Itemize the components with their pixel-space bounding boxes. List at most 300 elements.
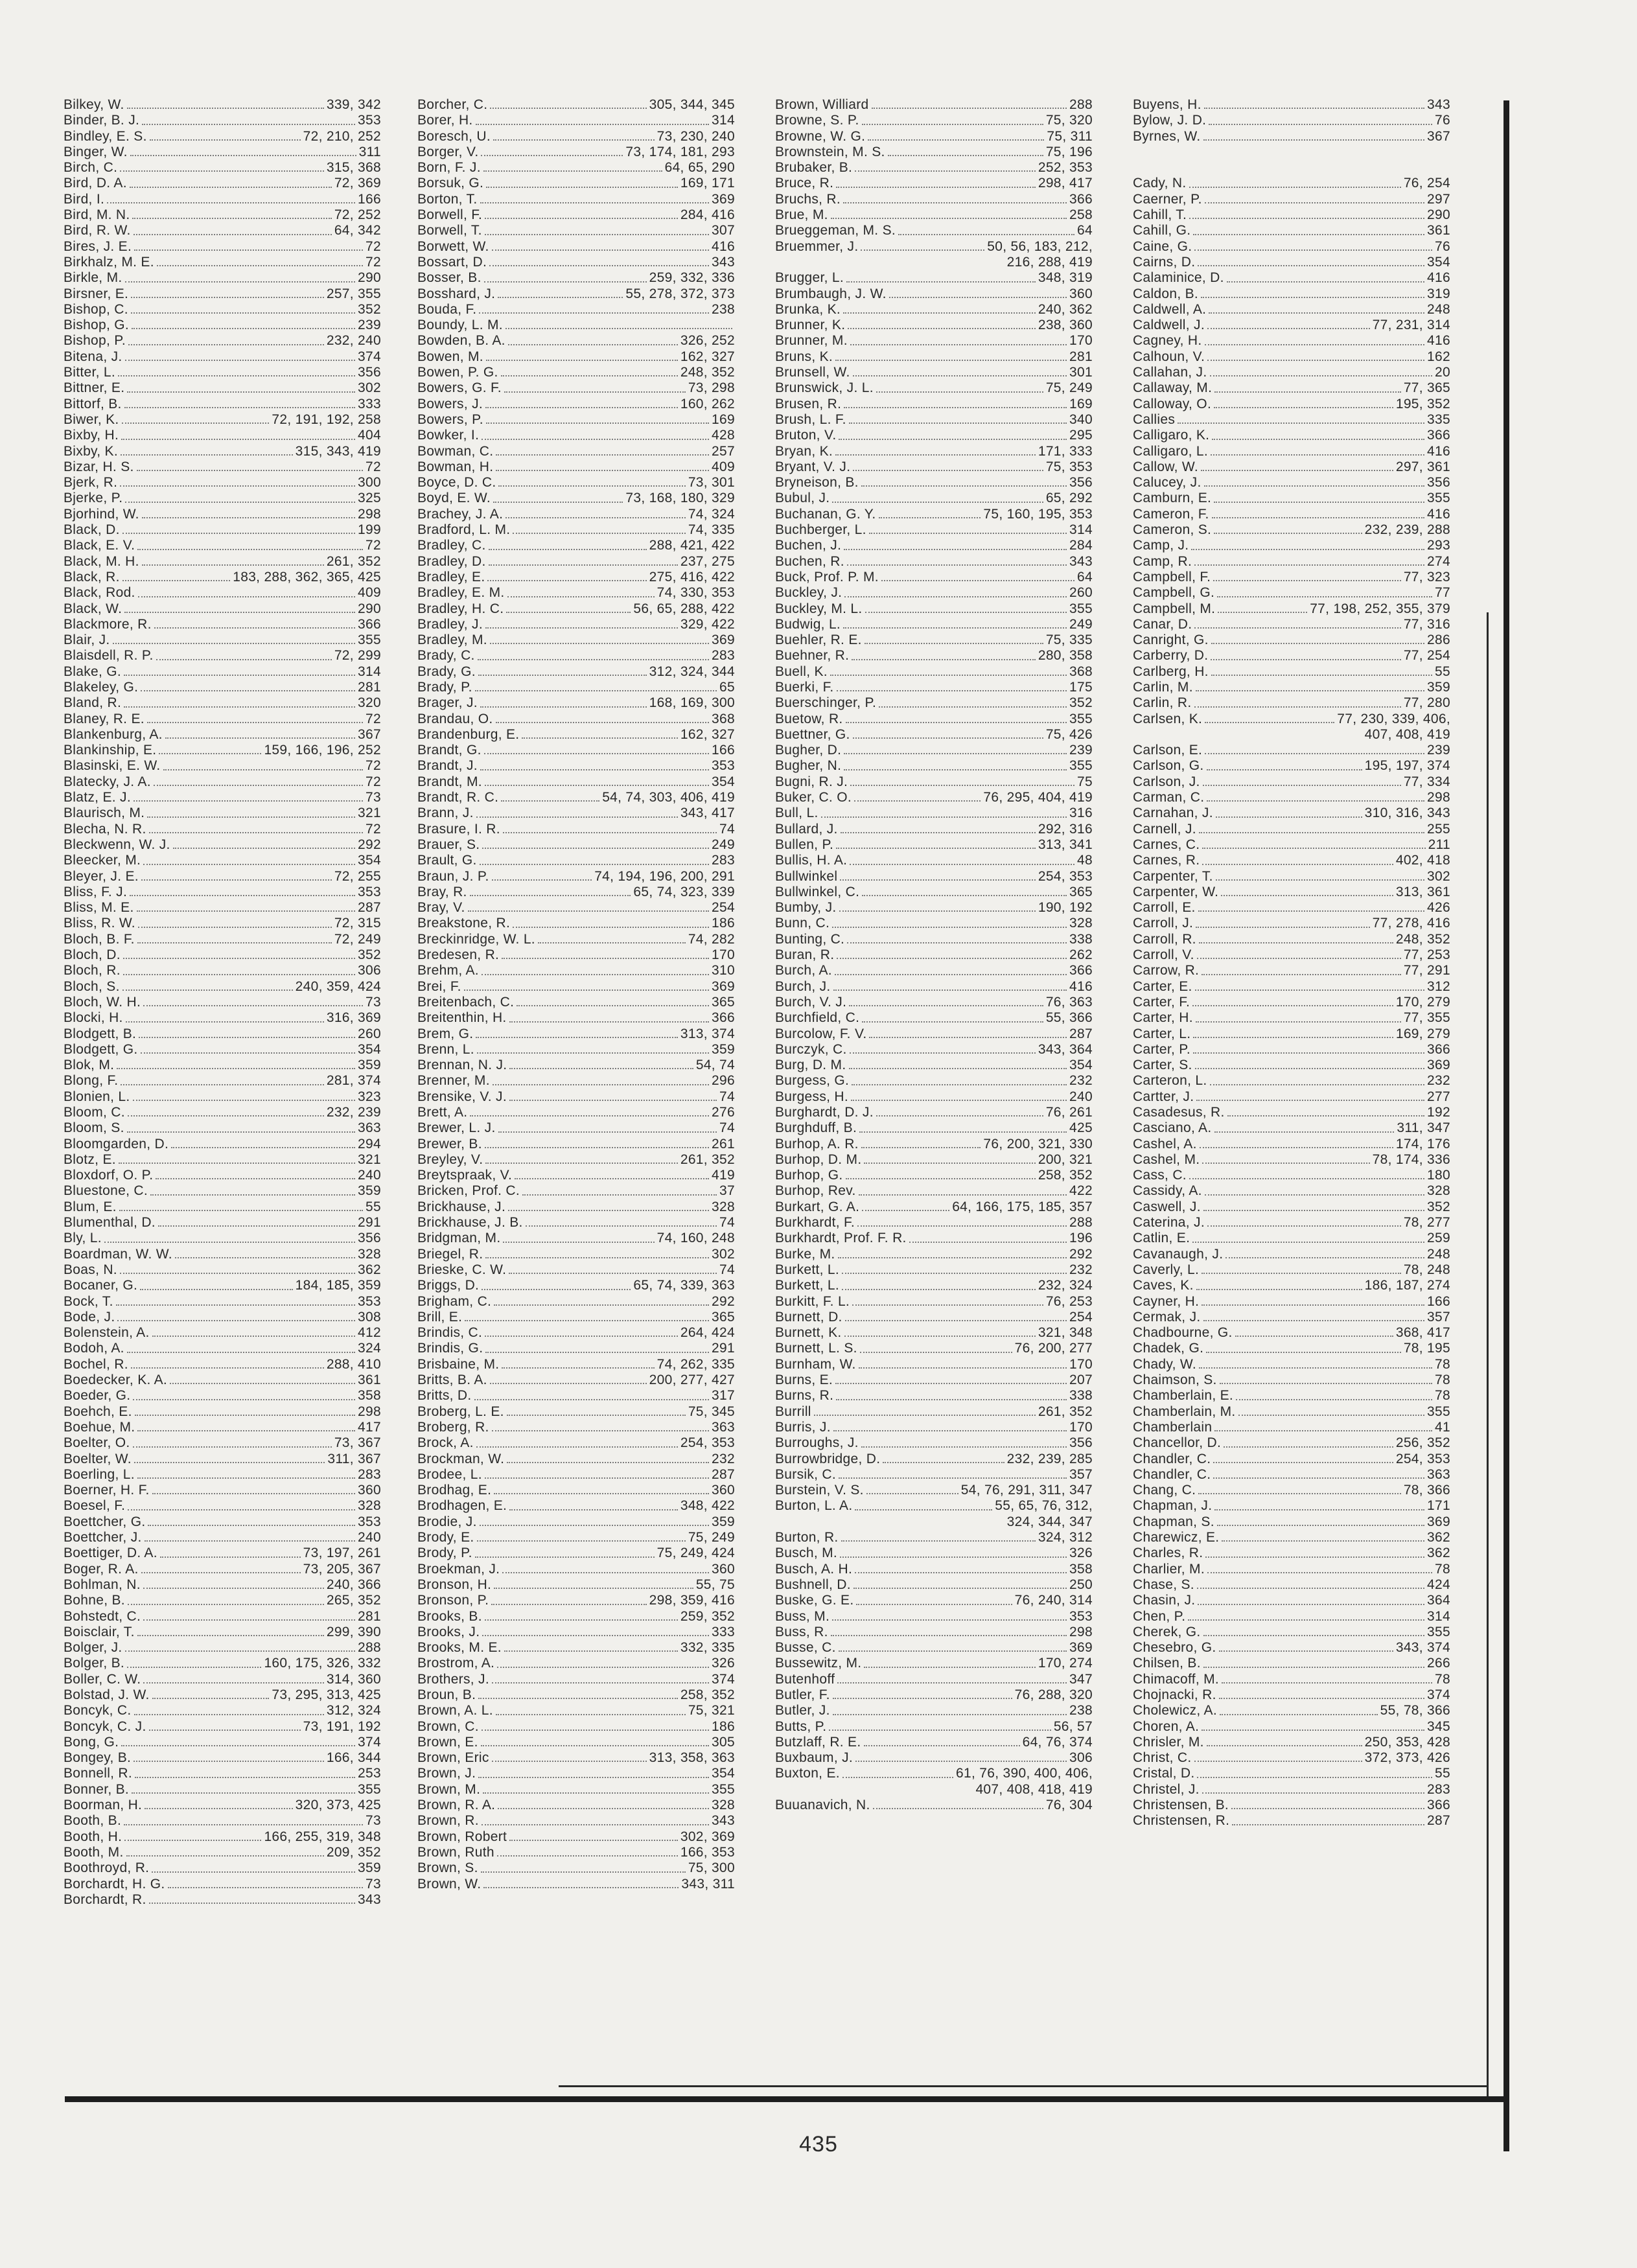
- entry-name: Bly, L.: [64, 1231, 102, 1246]
- entry-pages: 257: [712, 443, 735, 459]
- leader-dots: [127, 391, 355, 393]
- index-entry: [1133, 680, 1450, 695]
- entry-pages: 347: [1069, 1671, 1093, 1687]
- entry-pages: 72, 315: [334, 916, 381, 931]
- leader-dots: [1227, 281, 1424, 283]
- index-entry: [417, 727, 735, 743]
- entry-name: Buell, K.: [775, 664, 828, 679]
- leader-dots: [137, 910, 355, 912]
- entry-pages: 321, 348: [1038, 1325, 1093, 1341]
- leader-dots: [132, 328, 355, 329]
- leader-dots: [143, 864, 355, 865]
- index-column-1: [64, 97, 381, 1908]
- entry-pages: 37: [719, 1183, 735, 1199]
- entry-pages: 186: [712, 916, 735, 931]
- entry-name: Brodie, J.: [417, 1514, 477, 1529]
- entry-pages: 298: [358, 506, 381, 522]
- index-entry: [1133, 570, 1450, 585]
- index-entry: [775, 1514, 1093, 1530]
- index-entry: [1133, 837, 1450, 853]
- index-entry: [417, 585, 735, 601]
- entry-name: Bray, R.: [417, 884, 467, 899]
- leader-dots: [833, 1430, 1067, 1431]
- entry-pages: 74, 330, 353: [656, 585, 735, 601]
- entry-name: Bruton, V.: [775, 428, 837, 443]
- entry-name: Burhop, G.: [775, 1168, 843, 1183]
- index-entry: [775, 97, 1093, 113]
- entry-pages: 354: [358, 1041, 381, 1057]
- index-entry: [775, 223, 1093, 238]
- leader-dots: [138, 596, 355, 597]
- leader-dots: [1195, 989, 1424, 991]
- entry-pages: 72, 299: [334, 648, 381, 664]
- entry-name: Bjerke, P.: [64, 491, 123, 506]
- index-entry: [417, 160, 735, 176]
- entry-pages: 359: [358, 1058, 381, 1073]
- index-entry: [64, 1829, 381, 1845]
- leader-dots: [1205, 202, 1424, 203]
- entry-name: Calligaro, K.: [1133, 428, 1210, 443]
- index-entry: [775, 1735, 1093, 1750]
- entry-name: Britts, D.: [417, 1388, 472, 1404]
- index-entry: [417, 1467, 735, 1483]
- leader-dots: [859, 1194, 1067, 1196]
- entry-pages: 166: [358, 191, 381, 207]
- entry-pages: 239: [1427, 743, 1450, 758]
- index-entry: [417, 1514, 735, 1530]
- index-entry: [1133, 538, 1450, 553]
- leader-dots: [104, 1242, 355, 1243]
- leader-dots: [1202, 1304, 1424, 1306]
- leader-dots: [1178, 422, 1424, 424]
- leader-dots: [1213, 1462, 1393, 1463]
- entry-name: Booth, H.: [64, 1829, 122, 1844]
- entry-name: Briggs, D.: [417, 1278, 480, 1293]
- entry-name: Buerki, F.: [775, 679, 834, 695]
- leader-dots: [134, 1761, 324, 1762]
- leader-dots: [509, 1509, 678, 1510]
- entry-name: Cass, C.: [1133, 1168, 1187, 1183]
- page-number: 435: [799, 2132, 838, 2157]
- entry-pages: 288, 421, 422: [649, 538, 735, 553]
- leader-dots: [1214, 391, 1401, 393]
- entry-pages: 355: [1069, 758, 1093, 774]
- index-entry: [417, 1593, 735, 1608]
- leader-dots: [1211, 659, 1400, 660]
- entry-pages: 366: [1069, 191, 1093, 207]
- index-entry: [64, 522, 381, 538]
- entry-pages: 312: [1427, 978, 1450, 994]
- entry-pages: 416: [1427, 443, 1450, 459]
- entry-name: Brothers, J.: [417, 1671, 489, 1687]
- entry-pages: 77, 334: [1403, 774, 1450, 789]
- index-entry: [64, 365, 381, 380]
- index-entry: [1133, 554, 1450, 570]
- index-entry: [64, 1199, 381, 1215]
- leader-dots: [137, 549, 363, 550]
- entry-pages: 365: [712, 1309, 735, 1325]
- leader-dots: [496, 454, 709, 456]
- entry-pages: 261, 352: [680, 1151, 735, 1167]
- entry-pages: 166, 255, 319, 348: [264, 1829, 381, 1844]
- entry-pages: 240: [358, 1530, 381, 1545]
- entry-pages: 78, 195: [1403, 1341, 1450, 1356]
- entry-pages: 298, 417: [1038, 176, 1093, 191]
- leader-dots: [814, 1415, 1036, 1416]
- entry-name: Broekman, J.: [417, 1561, 500, 1577]
- index-entry: [775, 1640, 1093, 1656]
- entry-pages: 55, 75: [695, 1577, 735, 1592]
- entry-name: Brandt, R. C.: [417, 790, 499, 805]
- index-entry: [417, 1357, 735, 1372]
- index-entry: [1133, 758, 1450, 774]
- leader-dots: [133, 1399, 355, 1400]
- entry-name: Blankenburg, A.: [64, 726, 163, 742]
- leader-dots: [149, 1903, 355, 1904]
- entry-pages: 324, 312: [1038, 1530, 1093, 1545]
- index-entry: [1133, 302, 1450, 318]
- leader-dots: [1189, 1178, 1424, 1179]
- leader-dots: [121, 1084, 323, 1085]
- entry-pages: 340: [1069, 411, 1093, 427]
- index-entry: [417, 1435, 735, 1451]
- index-entry: [1133, 1215, 1450, 1231]
- index-entry: [1133, 1514, 1450, 1530]
- entry-pages: 55, 278, 372, 373: [625, 286, 735, 301]
- leader-dots: [839, 1477, 1067, 1479]
- entry-pages: 356: [1427, 475, 1450, 491]
- entry-name: Burton, L. A.: [775, 1498, 853, 1514]
- entry-pages: 75, 311: [1047, 128, 1093, 144]
- index-entry: [64, 318, 381, 333]
- leader-dots: [1196, 927, 1369, 928]
- entry-name: Carlson, E.: [1133, 743, 1203, 758]
- leader-dots: [154, 627, 355, 629]
- index-entry: [1133, 1719, 1450, 1735]
- leader-dots: [502, 958, 709, 959]
- entry-name: Chamberlain, E.: [1133, 1388, 1234, 1404]
- index-entry: [1133, 1010, 1450, 1026]
- index-entry: [417, 932, 735, 947]
- index-entry: [64, 947, 381, 963]
- index-entry: [417, 1562, 735, 1577]
- index-entry: [1133, 349, 1450, 365]
- entry-pages: 305: [712, 1734, 735, 1750]
- entry-pages: 72, 252: [334, 207, 381, 223]
- entry-name: Camp, R.: [1133, 553, 1192, 569]
- leader-dots: [470, 1115, 709, 1117]
- index-entry: [1133, 1625, 1450, 1640]
- index-entry: [64, 1137, 381, 1152]
- entry-name: Bugher, N.: [775, 758, 842, 774]
- entry-name: Carroll, R.: [1133, 931, 1196, 947]
- entry-name: Boger, R. A.: [64, 1561, 139, 1577]
- index-entry: [1133, 1404, 1450, 1420]
- leader-dots: [1205, 753, 1424, 754]
- index-entry: [417, 397, 735, 412]
- entry-name: Chandler, C.: [1133, 1451, 1211, 1466]
- entry-name: Booth, B.: [64, 1813, 122, 1829]
- entry-pages: 315, 343, 419: [295, 443, 381, 459]
- entry-pages: 216, 288, 419: [1006, 254, 1093, 270]
- leader-dots: [861, 485, 1067, 487]
- entry-name: Blonien, L.: [64, 1089, 130, 1104]
- entry-name: Bloom, C.: [64, 1105, 125, 1120]
- index-entry: [1133, 1357, 1450, 1372]
- entry-pages: 258, 352: [680, 1687, 735, 1702]
- index-entry: [775, 380, 1093, 396]
- index-entry: [417, 1105, 735, 1120]
- entry-pages: 160, 175, 326, 332: [264, 1656, 381, 1671]
- index-entry: [775, 459, 1093, 475]
- index-entry: [417, 916, 735, 931]
- entry-pages: 275, 416, 422: [649, 569, 735, 584]
- index-entry: [775, 1137, 1093, 1152]
- entry-pages: 333: [358, 396, 381, 411]
- entry-pages: 326: [712, 1656, 735, 1671]
- entry-pages: 254, 353: [680, 1435, 735, 1451]
- entry-pages: 366: [1069, 963, 1093, 978]
- leader-dots: [522, 1194, 717, 1196]
- entry-name: Bloch, S.: [64, 978, 120, 994]
- entry-name: Carnell, J.: [1133, 821, 1196, 837]
- index-entry: [417, 113, 735, 128]
- entry-name: Cherek, G.: [1133, 1624, 1201, 1639]
- entry-name: Brandt, J.: [417, 758, 478, 774]
- leader-dots: [832, 927, 1067, 928]
- index-entry: [417, 1687, 735, 1703]
- entry-name: Brann, J.: [417, 805, 474, 821]
- entry-name: Carpenter, W.: [1133, 884, 1219, 899]
- index-entry: [417, 1545, 735, 1561]
- index-entry: [1133, 1562, 1450, 1577]
- entry-pages: 260: [1069, 585, 1093, 601]
- index-entry: [775, 1656, 1093, 1671]
- leader-dots: [124, 407, 355, 408]
- entry-pages: 72: [366, 238, 381, 254]
- entry-pages: 261, 352: [1038, 1404, 1093, 1419]
- leader-dots: [1216, 816, 1362, 818]
- leader-dots: [124, 612, 355, 613]
- index-entry: [64, 1593, 381, 1608]
- entry-pages: 195, 197, 374: [1364, 758, 1450, 774]
- entry-name: Brostrom, A.: [417, 1656, 495, 1671]
- entry-name: Bodoh, A.: [64, 1341, 124, 1356]
- entry-pages: 284, 416: [680, 207, 735, 223]
- leader-dots: [832, 502, 1043, 503]
- index-entry: [775, 712, 1093, 727]
- index-entry: [417, 632, 735, 648]
- entry-pages: 248: [1427, 301, 1450, 317]
- leader-dots: [864, 1163, 1035, 1164]
- entry-name: Caswell, J.: [1133, 1199, 1201, 1214]
- index-entry: [417, 1530, 735, 1545]
- entry-name: Bowen, P. G.: [417, 365, 498, 380]
- index-entry: [417, 1073, 735, 1089]
- leader-dots: [1196, 1100, 1424, 1101]
- entry-pages: 368: [1069, 664, 1093, 679]
- entry-name: Bohlman, N.: [64, 1577, 141, 1592]
- entry-pages: 283: [1427, 1781, 1450, 1797]
- entry-pages: 374: [358, 1734, 381, 1750]
- entry-name: Brown, E.: [417, 1734, 478, 1750]
- index-entry: [64, 680, 381, 695]
- entry-pages: 326: [1069, 1545, 1093, 1561]
- entry-name: Bullwinkel, C.: [775, 884, 860, 899]
- index-entry: [1133, 1388, 1450, 1404]
- entry-pages: 311, 367: [327, 1451, 381, 1466]
- entry-name: Carter, E.: [1133, 978, 1192, 994]
- entry-pages: 256, 352: [1395, 1435, 1450, 1451]
- entry-name: Blodgett, B.: [64, 1026, 137, 1041]
- index-entry: [1133, 1183, 1450, 1199]
- index-entry: [64, 491, 381, 506]
- entry-name: Bolenstein, A.: [64, 1325, 150, 1341]
- leader-dots: [468, 910, 709, 912]
- entry-pages: 374: [358, 349, 381, 364]
- leader-dots: [130, 155, 356, 156]
- entry-pages: 425: [1069, 1120, 1093, 1136]
- entry-name: Brown, C.: [417, 1718, 479, 1734]
- leader-dots: [1205, 1194, 1424, 1196]
- index-entry: [64, 1498, 381, 1514]
- entry-pages: 73, 197, 261: [303, 1545, 381, 1561]
- leader-dots: [1219, 1650, 1393, 1652]
- entry-name: Blake, G.: [64, 664, 122, 679]
- leader-dots: [522, 737, 677, 739]
- entry-name: Canar, D.: [1133, 616, 1192, 632]
- entry-name: Bullen, P.: [775, 837, 834, 852]
- entry-pages: 75, 249: [688, 1530, 735, 1545]
- entry-pages: 75, 196: [1045, 144, 1093, 159]
- entry-pages: 295: [1069, 428, 1093, 443]
- entry-pages: 190, 192: [1038, 900, 1093, 916]
- index-entry: [417, 1042, 735, 1058]
- entry-pages: 169, 279: [1395, 1026, 1450, 1041]
- entry-name: Bricken, Prof. C.: [417, 1183, 520, 1199]
- index-entry: [417, 1829, 735, 1845]
- leader-dots: [143, 1588, 324, 1589]
- leader-dots: [150, 139, 301, 141]
- entry-pages: 360: [1069, 286, 1093, 301]
- frame-rule-right: [1503, 100, 1509, 2151]
- index-entry: [417, 255, 735, 270]
- entry-name: Buyens, H.: [1133, 97, 1202, 112]
- entry-pages: 72: [366, 758, 381, 774]
- entry-name: Bohstedt, C.: [64, 1608, 141, 1624]
- entry-pages: 307: [712, 223, 735, 238]
- entry-pages: 363: [1427, 1466, 1450, 1482]
- entry-name: Borwell, F.: [417, 207, 483, 223]
- index-entry: [417, 979, 735, 995]
- entry-pages: 352: [1069, 695, 1093, 711]
- leader-dots: [1199, 1367, 1432, 1369]
- entry-pages: 168, 169, 300: [649, 695, 735, 711]
- leader-dots: [483, 1887, 679, 1888]
- entry-name: Burch, J.: [775, 978, 831, 994]
- leader-dots: [165, 737, 355, 739]
- entry-pages: 74, 194, 196, 200, 291: [594, 868, 735, 884]
- leader-dots: [141, 690, 355, 691]
- entry-name: Bradley, C.: [417, 538, 486, 553]
- entry-name: Blecha, N. R.: [64, 821, 146, 837]
- index-entry: [775, 475, 1093, 491]
- index-entry: [775, 428, 1093, 443]
- entry-pages: 77, 316: [1403, 616, 1450, 632]
- entry-name: Blackmore, R.: [64, 616, 152, 632]
- index-entry: [775, 1199, 1093, 1215]
- leader-dots: [128, 1604, 324, 1605]
- entry-name: Brewer, B.: [417, 1136, 482, 1151]
- entry-name: Boettcher, G.: [64, 1514, 146, 1529]
- entry-name: Bushnell, D.: [775, 1577, 851, 1592]
- entry-name: Carnes, C.: [1133, 837, 1200, 852]
- entry-name: Bray, V.: [417, 900, 465, 916]
- leader-dots: [853, 470, 1043, 471]
- entry-pages: 293: [1427, 538, 1450, 553]
- index-entry: [775, 1483, 1093, 1498]
- index-entry: [417, 1735, 735, 1750]
- entry-pages: 250, 353, 428: [1364, 1734, 1450, 1750]
- leader-dots: [1200, 1147, 1393, 1148]
- index-entry: [1133, 1372, 1450, 1388]
- entry-pages: 328: [712, 1798, 735, 1813]
- index-entry: [775, 255, 1093, 270]
- entry-name: Brady, P.: [417, 679, 472, 695]
- leader-dots: [883, 1462, 1004, 1463]
- entry-pages: 355: [1427, 491, 1450, 506]
- entry-name: Brensike, V. J.: [417, 1089, 507, 1104]
- entry-pages: 360: [712, 1561, 735, 1577]
- leader-dots: [1222, 1682, 1432, 1684]
- entry-name: Bossart, D.: [417, 254, 487, 270]
- leader-dots: [1199, 832, 1424, 833]
- leader-dots: [843, 312, 1036, 314]
- entry-name: Chilsen, B.: [1133, 1656, 1201, 1671]
- entry-pages: 314: [1069, 522, 1093, 538]
- index-entry: [417, 1860, 735, 1876]
- entry-name: Borchardt, R.: [64, 1892, 146, 1907]
- index-entry: [64, 176, 381, 191]
- entry-pages: 72: [366, 459, 381, 474]
- leader-dots: [142, 517, 355, 518]
- entry-pages: 78, 174, 336: [1372, 1151, 1450, 1167]
- entry-pages: 355: [1069, 601, 1093, 616]
- entry-pages: 314: [712, 113, 735, 128]
- entry-pages: 353: [358, 1514, 381, 1529]
- leader-dots: [487, 580, 646, 581]
- index-entry: [417, 1719, 735, 1735]
- index-entry: [64, 459, 381, 475]
- index-entry: [1133, 1798, 1450, 1813]
- entry-pages: 64, 76, 374: [1022, 1734, 1093, 1750]
- leader-dots: [485, 234, 709, 235]
- entry-name: Callahan, J.: [1133, 365, 1207, 380]
- leader-dots: [464, 989, 709, 991]
- leader-dots: [849, 1068, 1067, 1069]
- leader-dots: [1189, 218, 1424, 219]
- leader-dots: [480, 769, 709, 770]
- entry-pages: 335: [1427, 411, 1450, 427]
- index-entry: [64, 632, 381, 648]
- leader-dots: [507, 596, 655, 597]
- entry-name: Bindley, E. S.: [64, 128, 147, 144]
- entry-pages: 74, 262, 335: [656, 1356, 735, 1372]
- leader-dots: [1193, 1052, 1424, 1054]
- entry-name: Buker, C. O.: [775, 790, 852, 805]
- leader-dots: [125, 360, 355, 361]
- index-entry: [775, 932, 1093, 947]
